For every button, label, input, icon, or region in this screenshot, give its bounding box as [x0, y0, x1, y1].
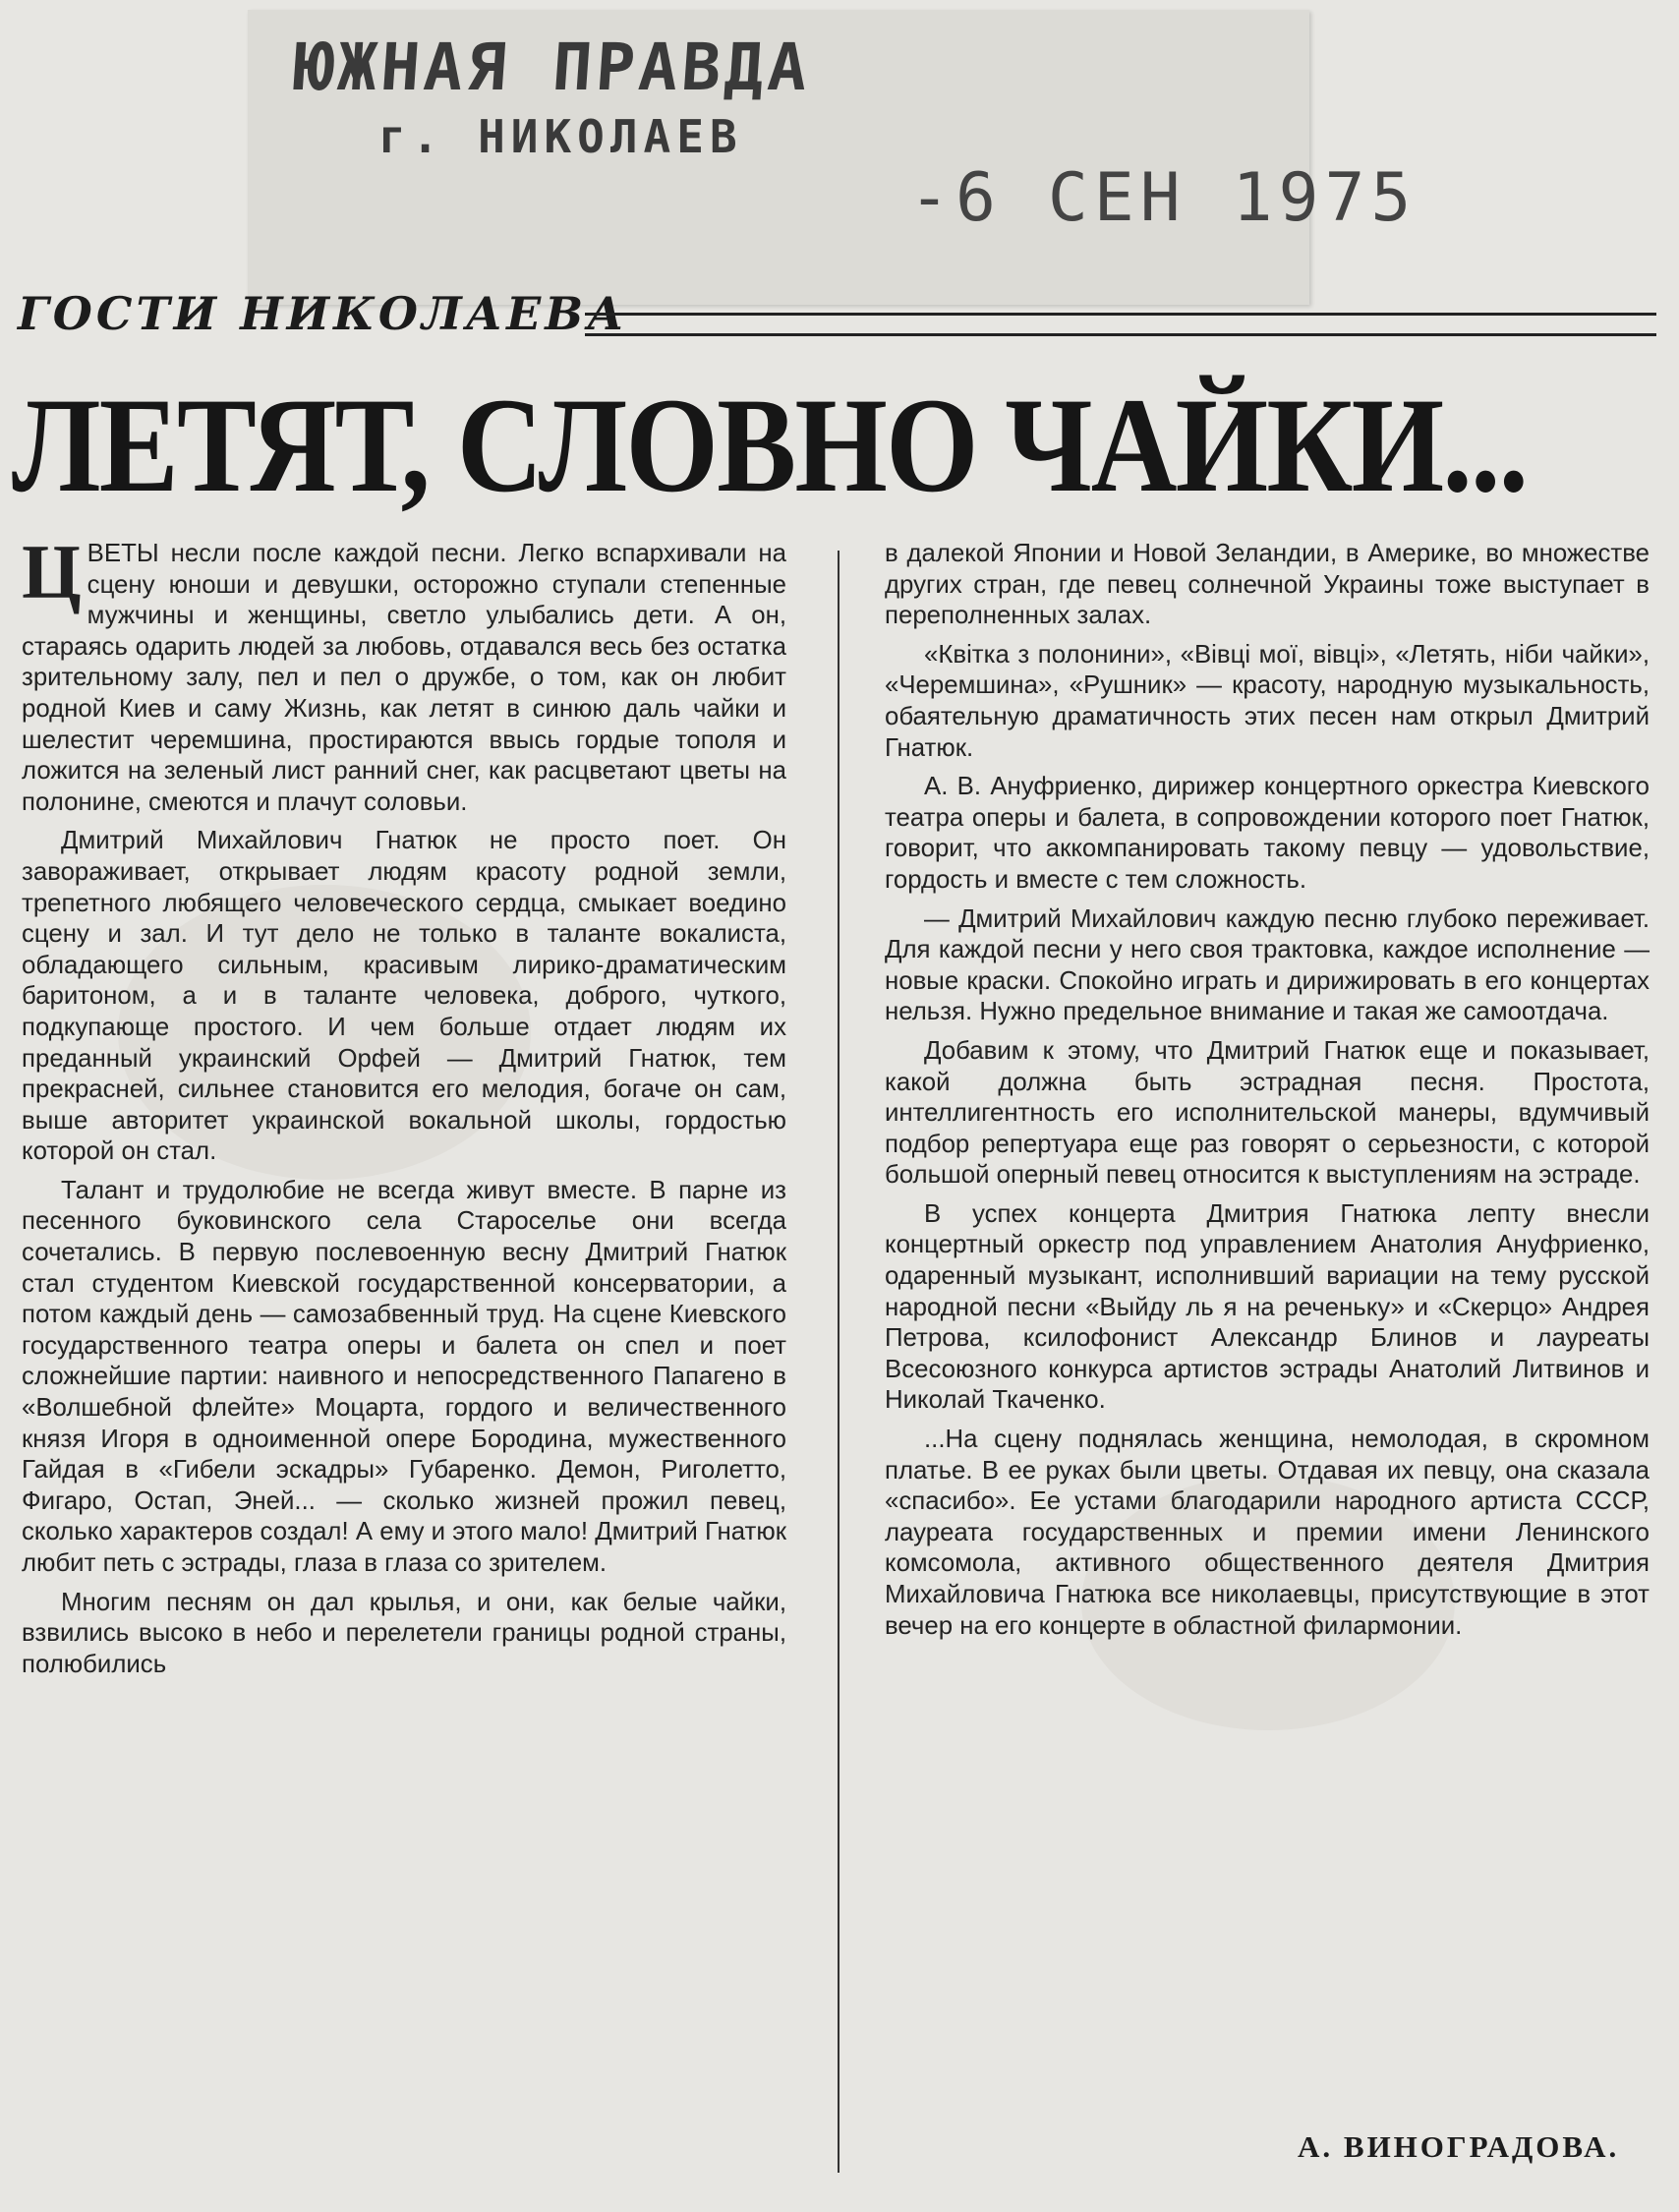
column-divider	[838, 551, 840, 2173]
paragraph: В успех концерта Дмитрия Гнатюка лепту внесли концертный оркестр под управлением Анатолия Ануфриенко, одаренный музыкант, исполнивший вариации на тему русской народной песни «Выйду ль я на реченьку» и «Скерцо» Андрея Петрова, ксилофонист Александр Блинов и лауреаты Всесоюзного конкурса артистов эстрады Анатолий Литвинов и Николай Ткаченко.	[885, 1199, 1650, 1415]
stamp-newspaper-name: ЮЖНАЯ ПРАВДА	[292, 29, 814, 105]
stamp-date: -6 СЕН 1975	[909, 159, 1418, 237]
rubric-rule	[585, 313, 1656, 336]
paragraph: А. В. Ануфриенко, дирижер концертного оркестра Киевского театра оперы и балета, в сопровождении которого поет Гнатюк, говорит, что аккомпанировать такому певцу — удовольствие, гордость и вместе с тем сложность.	[885, 773, 1650, 894]
paragraph: в далекой Японии и Новой Зеландии, в Америке, во множестве других стран, где певец солнечной Украины тоже выступает в переполненных залах.	[885, 540, 1650, 630]
author-byline: А. ВИНОГРАДОВА.	[1298, 2129, 1620, 2164]
article-headline: ЛЕТЯТ, СЛОВНО ЧАЙКИ...	[12, 370, 1528, 520]
drop-cap: Ц	[22, 529, 82, 614]
rubric-title: ГОСТИ НИКОЛАЕВА	[18, 287, 628, 340]
paragraph: ...На сцену поднялась женщина, немолодая, в скромном платье. В ее руках были цветы. Отдавая их певцу, она сказала «спасибо». Ее устами благодарили народного артиста СССР, лауреата государственных и премии имени Ленинского комсомола, активного общественного деятеля Дмитрия Михайловича Гнатюка все николаевцы, присутствующие в этот вечер на его концерте в областной филармонии.	[885, 1426, 1650, 1640]
paragraph: Дмитрий Михайлович Гнатюк не просто поет. Он завораживает, открывает людям красоту родной земли, трепетного любящего человеческого сердца, смыкает воедино сцену и зал. И тут дело не только в таланте вокалиста, обладающего сильным, красивым лирико-драматическим баритоном, а и в таланте человека, доброго, чуткого, подкупающе простого. И чем больше отдает людям их преданный украинский Орфей — Дмитрий Гнатюк, тем прекрасней, сильнее становится его мелодия, богаче он сам, выше авторитет украинской вокальной школы, гордостью которой он стал.	[22, 827, 786, 1166]
paragraph: Талант и трудолюбие не всегда живут вместе. В парне из песенного буковинского села Староселье они всегда сочетались. В первую послевоенную весну Дмитрий Гнатюк стал студентом Киевской государственной консерватории, а потом каждый день — самозабвенный труд. На сцене Киевского государственного театра оперы и балета он спел и поет сложнейшие партии: наивного и непосредственного Папагено в «Волшебной флейте» Моцарта, гордого и величественного князя Игоря в одноименной опере Бородина, мужественного Гайдая в «Гибели эскадры» Губаренко. Демон, Риголетто, Фигаро, Остап, Эней... — сколько жизней прожил певец, сколько характеров создал! А ему и этого мало! Дмитрий Гнатюк любит петь с эстрады, глаза в глаза со зрителем.	[22, 1176, 786, 1577]
article-column-right	[885, 539, 1650, 1650]
paragraph: Многим песням он дал крылья, и они, как белые чайки, взвились высоко в небо и перелетели границы родной страны, полюбились	[22, 1588, 786, 1678]
paragraph	[22, 529, 786, 818]
paragraph: Добавим к этому, что Дмитрий Гнатюк еще и показывает, какой должна быть эстрадная песня. Простота, интеллигентность его исполнительской манеры, вдумчивый подбор репертуара еще раз говорят о серьезности, с которой большой оперный певец относится к выступлениям на эстраде.	[885, 1036, 1650, 1190]
article-column-left	[22, 529, 786, 1688]
paragraph: «Квітка з полонини», «Вівці мої, вівці», «Летять, ніби чайки», «Черемшина», «Рушник» — красоту, народную музыкальность, обаятельную драматичность этих песен нам открыл Дмитрий Гнатюк.	[885, 640, 1650, 762]
stamp-city: г. НИКОЛАЕВ	[378, 110, 743, 163]
paragraph: — Дмитрий Михайлович каждую песню глубоко переживает. Для каждой песни у него своя трактовка, каждое исполнение — новые краски. Спокойно играть и дирижировать в его концертах нельзя. Нужно предельное внимание и такая же самоотдача.	[885, 904, 1650, 1026]
paragraph-text: ВЕТЫ несли после каждой песни. Легко вспархивали на сцену юноши и девушки, осторожно ступали степенные мужчины и женщины, светло улыбались дети. А он, стараясь одарить людей за любовь, отдавался весь без остатка зрительному залу, пел и пел о дружбе, о том, как он любит родной Киев и саму Жизнь, как летят в синюю даль чайки и шелестит черемшина, простираются ввысь гордые тополя и ложится на зеленый лист ранний снег, как расцветают цветы на полонине, смеются и плачут соловьи.	[22, 540, 786, 816]
